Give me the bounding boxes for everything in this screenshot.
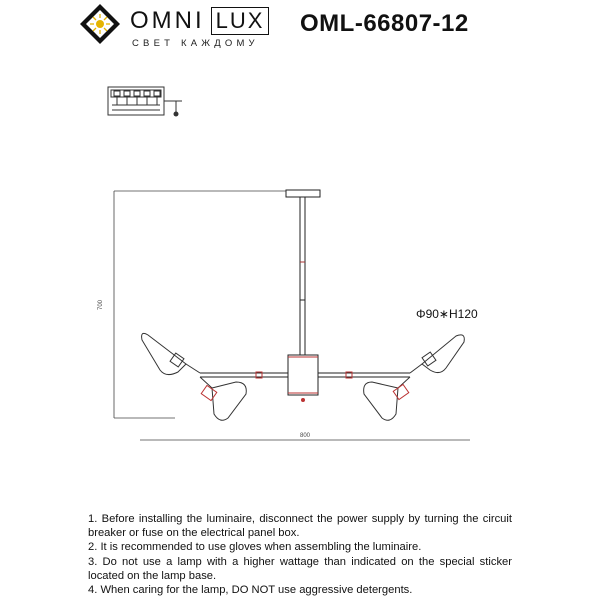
model-number: OML-66807-12 [300, 10, 469, 37]
shade-size-label: Φ90∗H120 [416, 307, 478, 321]
lamp-shade-right-upper [410, 335, 464, 373]
ground-icon [174, 101, 183, 117]
lamp-shade-right-lower [364, 377, 410, 420]
technical-drawing [0, 60, 600, 510]
ceiling-canopy [286, 190, 320, 197]
diamond-sun-logo-icon [78, 2, 122, 46]
horizontal-arms [200, 372, 410, 378]
stem-rod [300, 197, 305, 355]
note-item: 2. It is recommended to use gloves when assembling the luminaire. [88, 541, 422, 554]
brand-wordmark [130, 6, 269, 36]
central-hub [288, 355, 318, 402]
note-item: 4. When caring for the lamp, DO NOT use aggressive detergents. [88, 584, 413, 597]
height-dimension-label: 700 [98, 299, 104, 310]
note-item: 3. Do not use a lamp with a higher wattage than indicated on the special sticker located on the lamp base. [88, 555, 512, 582]
brand-tagline: СВЕТ КАЖДОМУ [132, 38, 259, 49]
note-item: 1. Before installing the luminaire, disconnect the power supply by turning the circuit breaker or fuse on the electrical panel box. [88, 513, 512, 540]
height-dimension [114, 191, 286, 418]
lamp-shade-left-lower [200, 377, 246, 420]
header [0, 0, 600, 60]
width-dimension-label: 800 [300, 433, 311, 439]
terminal-block-icon [108, 87, 176, 115]
installation-notes [88, 512, 512, 597]
brand-name: OMNI [130, 7, 205, 34]
lamp-shade-left-upper [142, 333, 200, 374]
brand-name-box: LUX [211, 7, 270, 35]
